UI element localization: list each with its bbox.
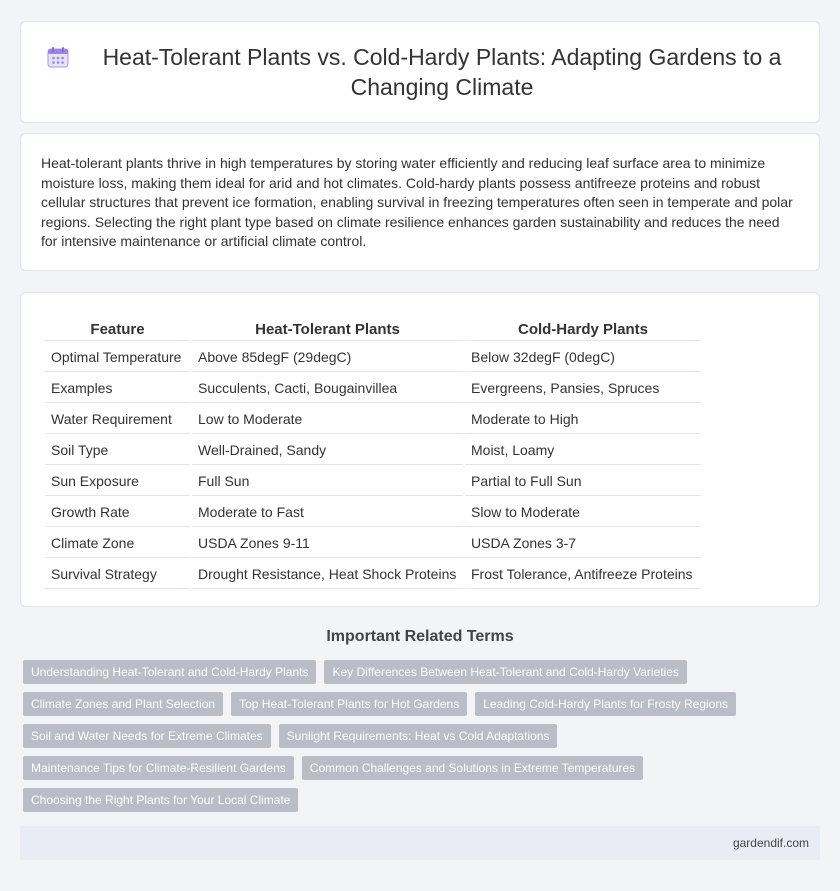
related-term-tag[interactable]: Sunlight Requirements: Heat vs Cold Adaptations	[279, 724, 558, 748]
table-row	[45, 560, 701, 589]
cold-hardy-cell: USDA Zones 3-7	[465, 529, 701, 558]
related-term-tag[interactable]: Soil and Water Needs for Extreme Climates	[23, 724, 271, 748]
footer	[20, 826, 820, 860]
table-row	[45, 529, 701, 558]
table-row	[45, 343, 701, 372]
cold-hardy-cell: Moist, Loamy	[465, 436, 701, 465]
footer-site-link[interactable]: gardendif.com	[732, 836, 809, 850]
cold-hardy-cell: Moderate to High	[465, 405, 701, 434]
heat-tolerant-cell: Moderate to Fast	[192, 498, 463, 527]
intro-card	[20, 133, 820, 271]
comparison-table	[43, 315, 703, 591]
related-term-tag[interactable]: Key Differences Between Heat-Tolerant and Cold-Hardy Varieties	[324, 660, 686, 684]
cold-hardy-cell: Frost Tolerance, Antifreeze Proteins	[465, 560, 701, 589]
column-header-feature: Feature	[45, 317, 190, 341]
related-term-tag[interactable]: Climate Zones and Plant Selection	[23, 692, 223, 716]
page-title: Heat-Tolerant Plants vs. Cold-Hardy Plants: Adapting Gardens to a Changing Climate	[102, 44, 782, 100]
cold-hardy-cell: Evergreens, Pansies, Spruces	[465, 374, 701, 403]
cold-hardy-cell: Partial to Full Sun	[465, 467, 701, 496]
column-header-cold-hardy: Cold-Hardy Plants	[465, 317, 701, 341]
feature-cell: Optimal Temperature	[45, 343, 190, 372]
feature-cell: Growth Rate	[45, 498, 190, 527]
feature-cell: Water Requirement	[45, 405, 190, 434]
table-row	[45, 374, 701, 403]
table-row	[45, 467, 701, 496]
feature-cell: Soil Type	[45, 436, 190, 465]
calendar-icon	[45, 44, 71, 70]
related-term-tag[interactable]: Understanding Heat-Tolerant and Cold-Hardy Plants	[23, 660, 316, 684]
related-term-tag[interactable]: Common Challenges and Solutions in Extreme Temperatures	[302, 756, 643, 780]
header-card	[20, 21, 820, 123]
related-term-tag[interactable]: Leading Cold-Hardy Plants for Frosty Regions	[475, 692, 736, 716]
related-terms-title: Important Related Terms	[326, 628, 514, 645]
heat-tolerant-cell: Full Sun	[192, 467, 463, 496]
table-row	[45, 405, 701, 434]
cold-hardy-cell: Slow to Moderate	[465, 498, 701, 527]
cold-hardy-cell: Below 32degF (0degC)	[465, 343, 701, 372]
table-row	[45, 498, 701, 527]
header	[21, 22, 819, 122]
intro-paragraph: Heat-tolerant plants thrive in high temperatures by storing water efficiently and reducing leaf surface area to minimize moisture loss, making them ideal for arid and hot climates. Cold-hardy plants possess antifreeze proteins and robust cellular structures that prevent ice formation, enabling survival in freezing temperatures often seen in temperate and polar regions. Selecting the right plant type based on climate resilience enhances garden sustainability and reduces the need for intensive maintenance or artificial climate control.	[41, 155, 793, 250]
heat-tolerant-cell: Well-Drained, Sandy	[192, 436, 463, 465]
heat-tolerant-cell: Drought Resistance, Heat Shock Proteins	[192, 560, 463, 589]
related-term-tag[interactable]: Top Heat-Tolerant Plants for Hot Gardens	[231, 692, 467, 716]
feature-cell: Examples	[45, 374, 190, 403]
heat-tolerant-cell: Above 85degF (29degC)	[192, 343, 463, 372]
feature-cell: Sun Exposure	[45, 467, 190, 496]
related-term-tag[interactable]: Maintenance Tips for Climate-Resilient Gardens	[23, 756, 294, 780]
heat-tolerant-cell: Succulents, Cacti, Bougainvillea	[192, 374, 463, 403]
column-header-heat-tolerant: Heat-Tolerant Plants	[192, 317, 463, 341]
table-header-row	[45, 317, 701, 341]
heat-tolerant-cell: Low to Moderate	[192, 405, 463, 434]
related-term-tag[interactable]: Choosing the Right Plants for Your Local Climate	[23, 788, 298, 812]
table-row	[45, 436, 701, 465]
heat-tolerant-cell: USDA Zones 9-11	[192, 529, 463, 558]
feature-cell: Survival Strategy	[45, 560, 190, 589]
feature-cell: Climate Zone	[45, 529, 190, 558]
related-terms-list	[23, 660, 813, 820]
comparison-card	[20, 292, 820, 607]
